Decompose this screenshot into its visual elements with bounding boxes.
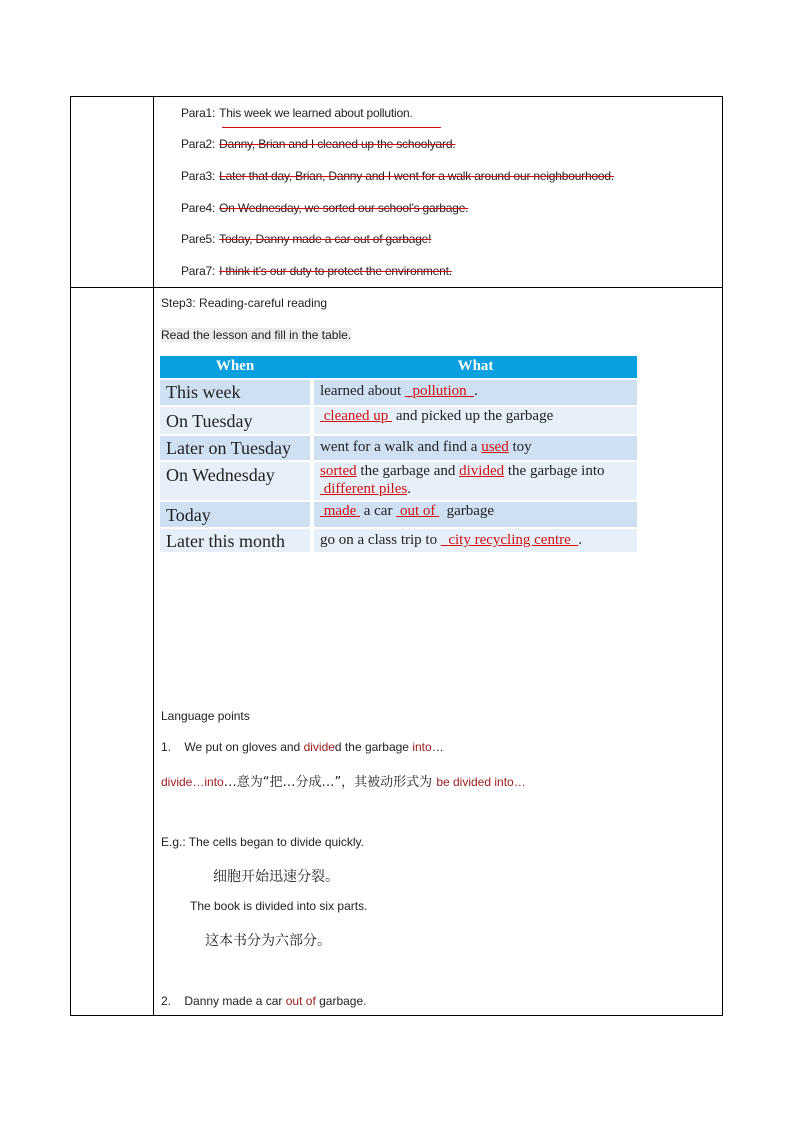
answer-blank: made bbox=[323, 503, 357, 519]
para-line-4: Pare4: On Wednesday, we sorted our school’s garbage. bbox=[181, 201, 469, 215]
row-when: On Wednesday bbox=[160, 462, 310, 500]
example-translation-2: 这本书分为六部分。 bbox=[205, 933, 331, 949]
para-line-3: Para3: Later that day, Brian, Danny and I went for a walk around our neighbourhood. bbox=[181, 169, 614, 183]
para-line-1: Para1: This week we learned about pollution. bbox=[181, 106, 413, 120]
example-sentence-1: E.g.: The cells began to divide quickly. bbox=[161, 835, 365, 849]
row-what: cleaned up and picked up the garbage bbox=[314, 407, 637, 434]
language-points-heading: Language points bbox=[161, 709, 250, 723]
answer-blank: sorted bbox=[320, 463, 357, 479]
row-what: go on a class trip to city recycling centre . bbox=[314, 529, 637, 552]
divide-into-rule: divide…into…意为“把…分成…”，其被动形式为 be divided into… bbox=[161, 775, 526, 790]
answer-blank: divided bbox=[459, 463, 505, 479]
para-line-2: Para2: Danny, Brian and I cleaned up the schoolyard. bbox=[181, 137, 456, 151]
row-what: learned about pollution . bbox=[314, 380, 637, 405]
answer-blank: pollution bbox=[412, 383, 467, 399]
answer-blank: used bbox=[481, 439, 509, 455]
answer-blank: cleaned up bbox=[323, 408, 389, 424]
language-point-1: 1. We put on gloves and divided the garbage into… bbox=[161, 740, 444, 754]
row-what: went for a walk and find a used toy bbox=[314, 436, 637, 460]
row-when: On Tuesday bbox=[160, 407, 310, 434]
row-when: This week bbox=[160, 380, 310, 405]
underline-para1 bbox=[222, 127, 441, 128]
header-when: When bbox=[215, 358, 255, 374]
example-translation-1: 细胞开始迅速分裂。 bbox=[213, 869, 339, 885]
row-divider bbox=[71, 287, 722, 288]
row-when: Later on Tuesday bbox=[160, 436, 310, 460]
example-sentence-2: The book is divided into six parts. bbox=[190, 899, 368, 913]
column-divider bbox=[153, 97, 154, 1015]
row-what: sorted the garbage and divided the garbage into different piles. bbox=[314, 462, 637, 500]
row-what: made a car out of garbage bbox=[314, 502, 637, 527]
language-point-2: 2. Danny made a car out of garbage. bbox=[161, 994, 367, 1008]
answer-blank: city recycling centre bbox=[448, 532, 571, 548]
para-line-6: Para7: I think it’s our duty to protect the environment. bbox=[181, 264, 452, 278]
table-header bbox=[160, 356, 637, 378]
step3-instruction: Read the lesson and fill in the table. bbox=[161, 328, 352, 342]
answer-blank: out of bbox=[399, 503, 436, 519]
header-what: What bbox=[457, 358, 494, 374]
row-when: Later this month bbox=[160, 529, 310, 552]
row-when: Today bbox=[160, 502, 310, 527]
para-line-5: Pare5: Today, Danny made a car out of garbage! bbox=[181, 232, 432, 246]
answer-blank: different piles bbox=[323, 481, 408, 497]
step3-heading: Step3: Reading-careful reading bbox=[161, 296, 328, 310]
